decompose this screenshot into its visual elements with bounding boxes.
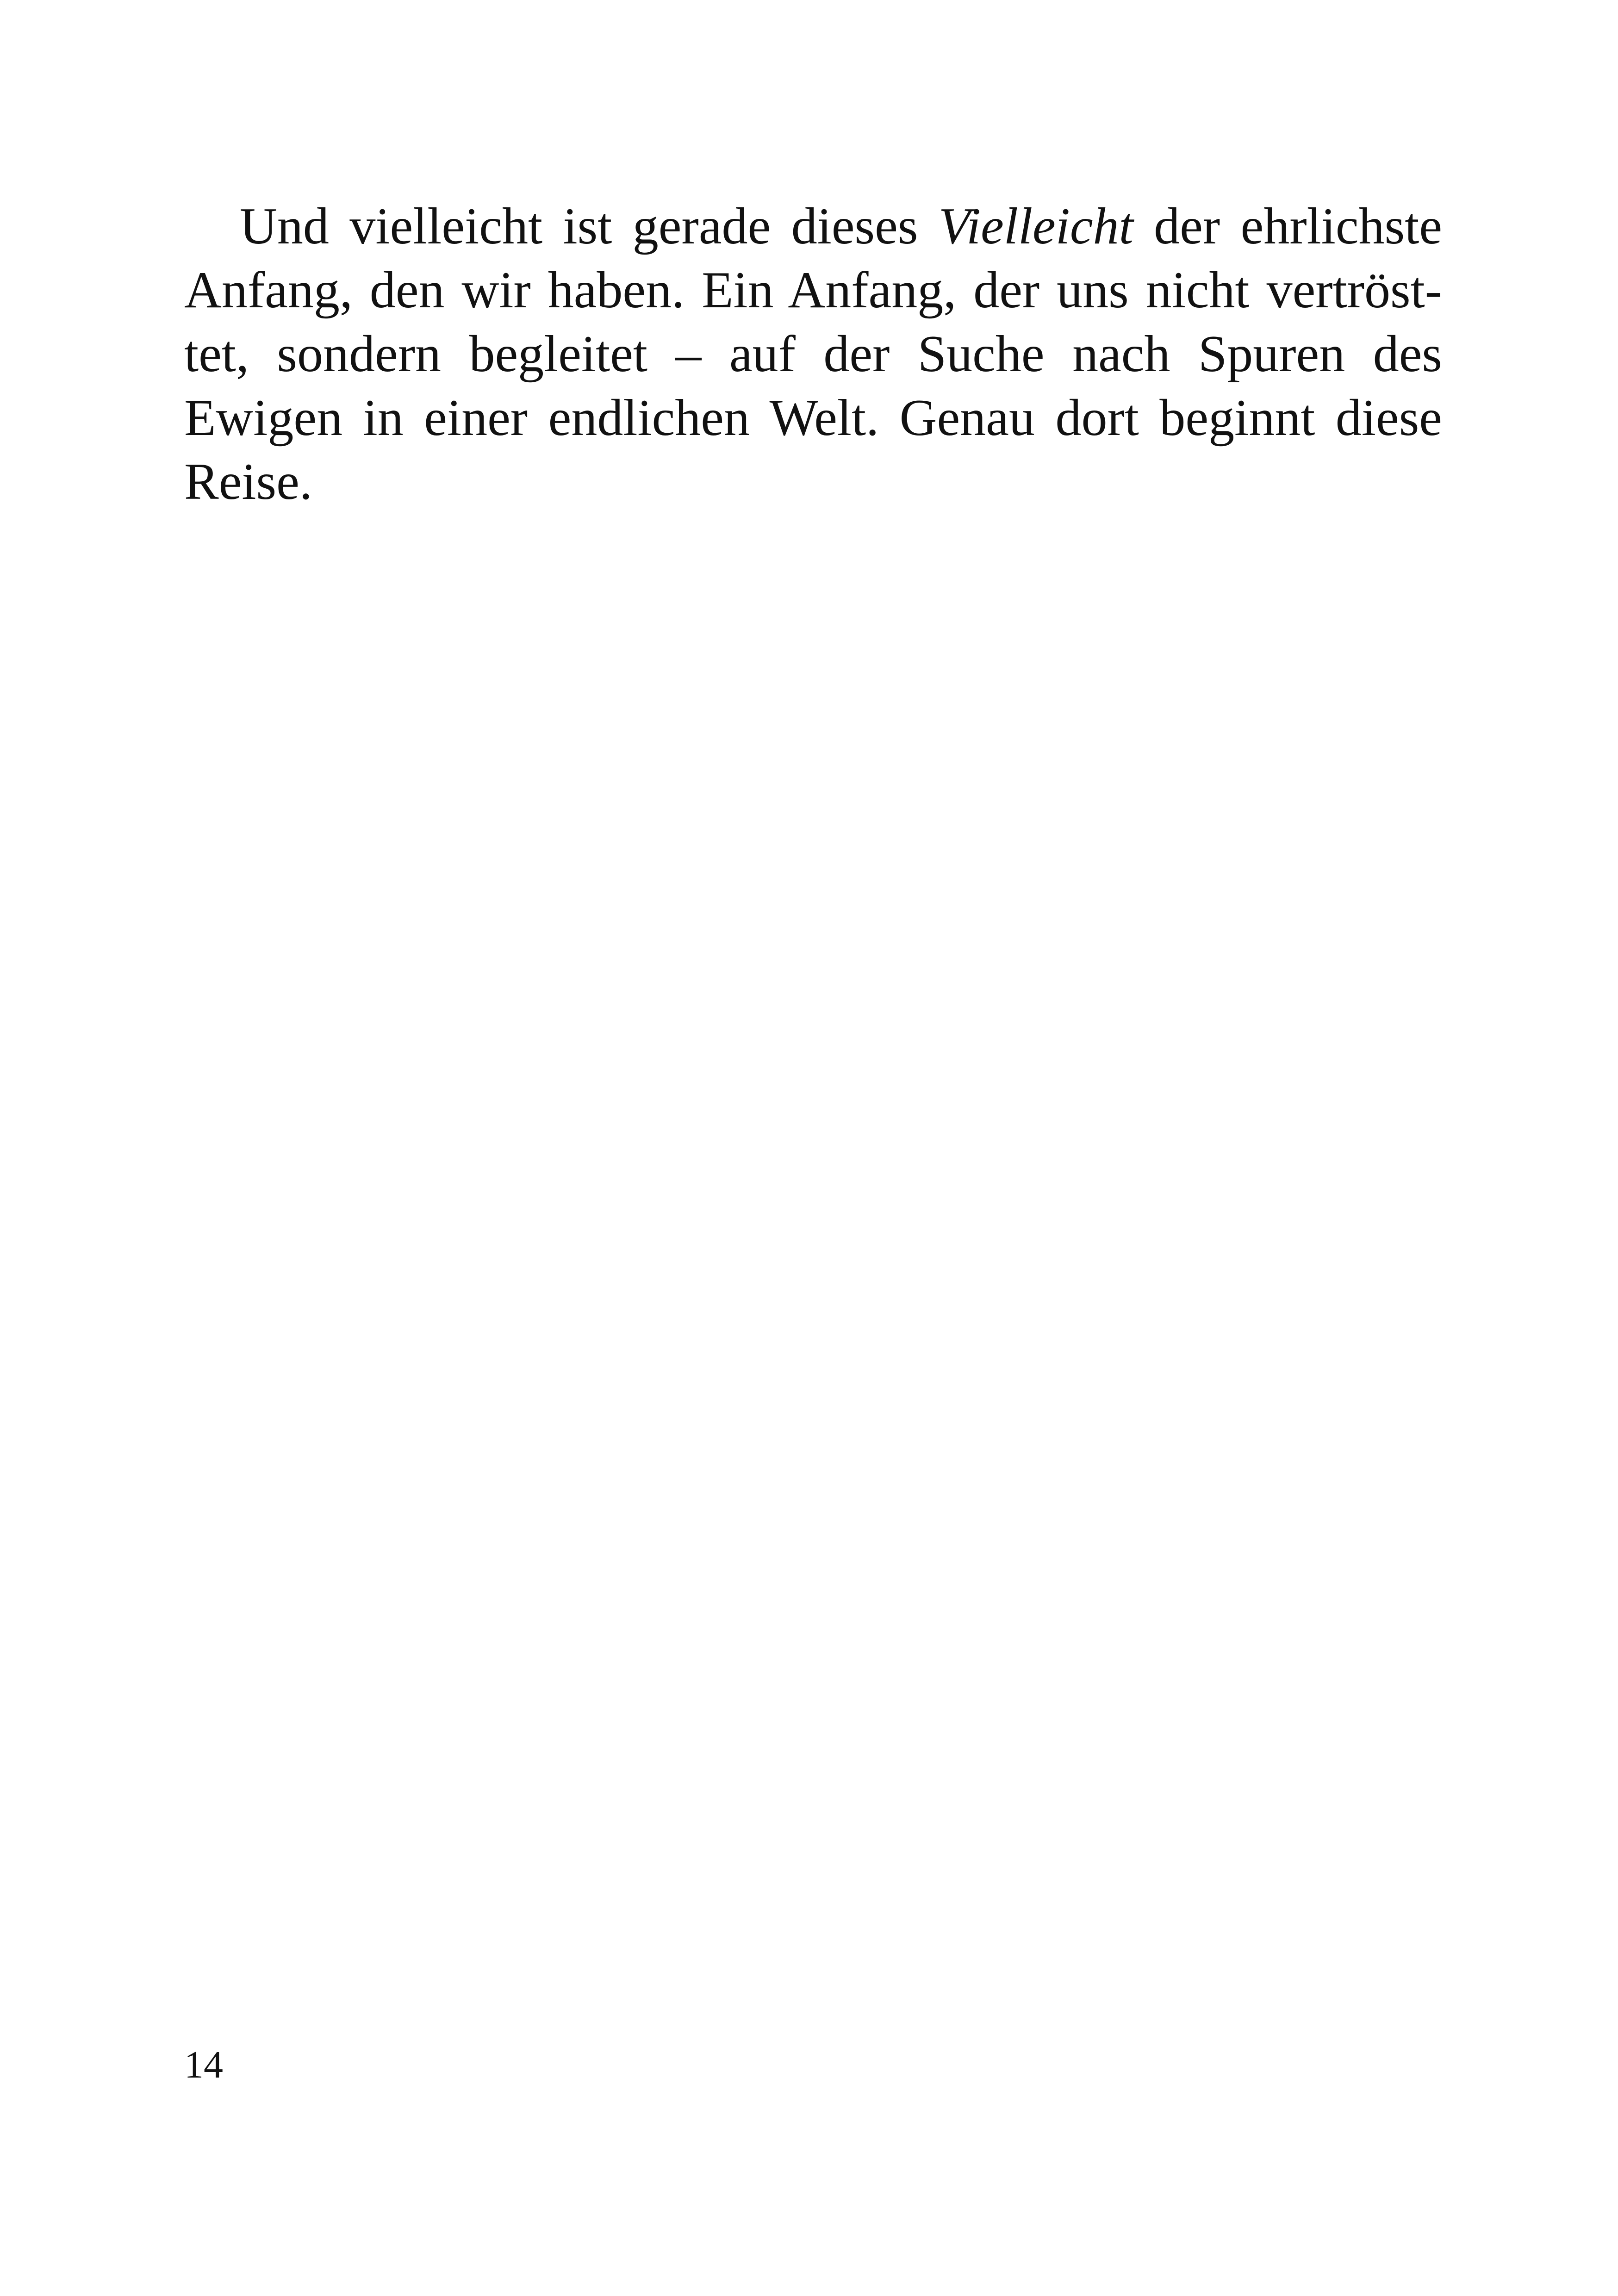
paragraph-line-2: Anfang, den wir haben. Ein Anfang, der uns nicht vertröst- [184, 261, 1442, 319]
line-1-text-before: Und vielleicht ist gerade dieses [240, 198, 918, 255]
paragraph-line-3: tet, sondern begleitet – auf der Suche nach Spuren des [184, 325, 1442, 383]
emphasized-word: Vielleicht [938, 198, 1133, 255]
body-paragraph [184, 194, 1442, 514]
paragraph-line-5: Reise. [184, 453, 312, 510]
paragraph-line-4: Ewigen in einer endlichen Welt. Genau dort beginnt diese [184, 389, 1442, 447]
paragraph-line-1 [184, 194, 1442, 258]
line-1-text-after: der ehrlichste [1154, 198, 1443, 255]
page-number: 14 [184, 2043, 223, 2086]
